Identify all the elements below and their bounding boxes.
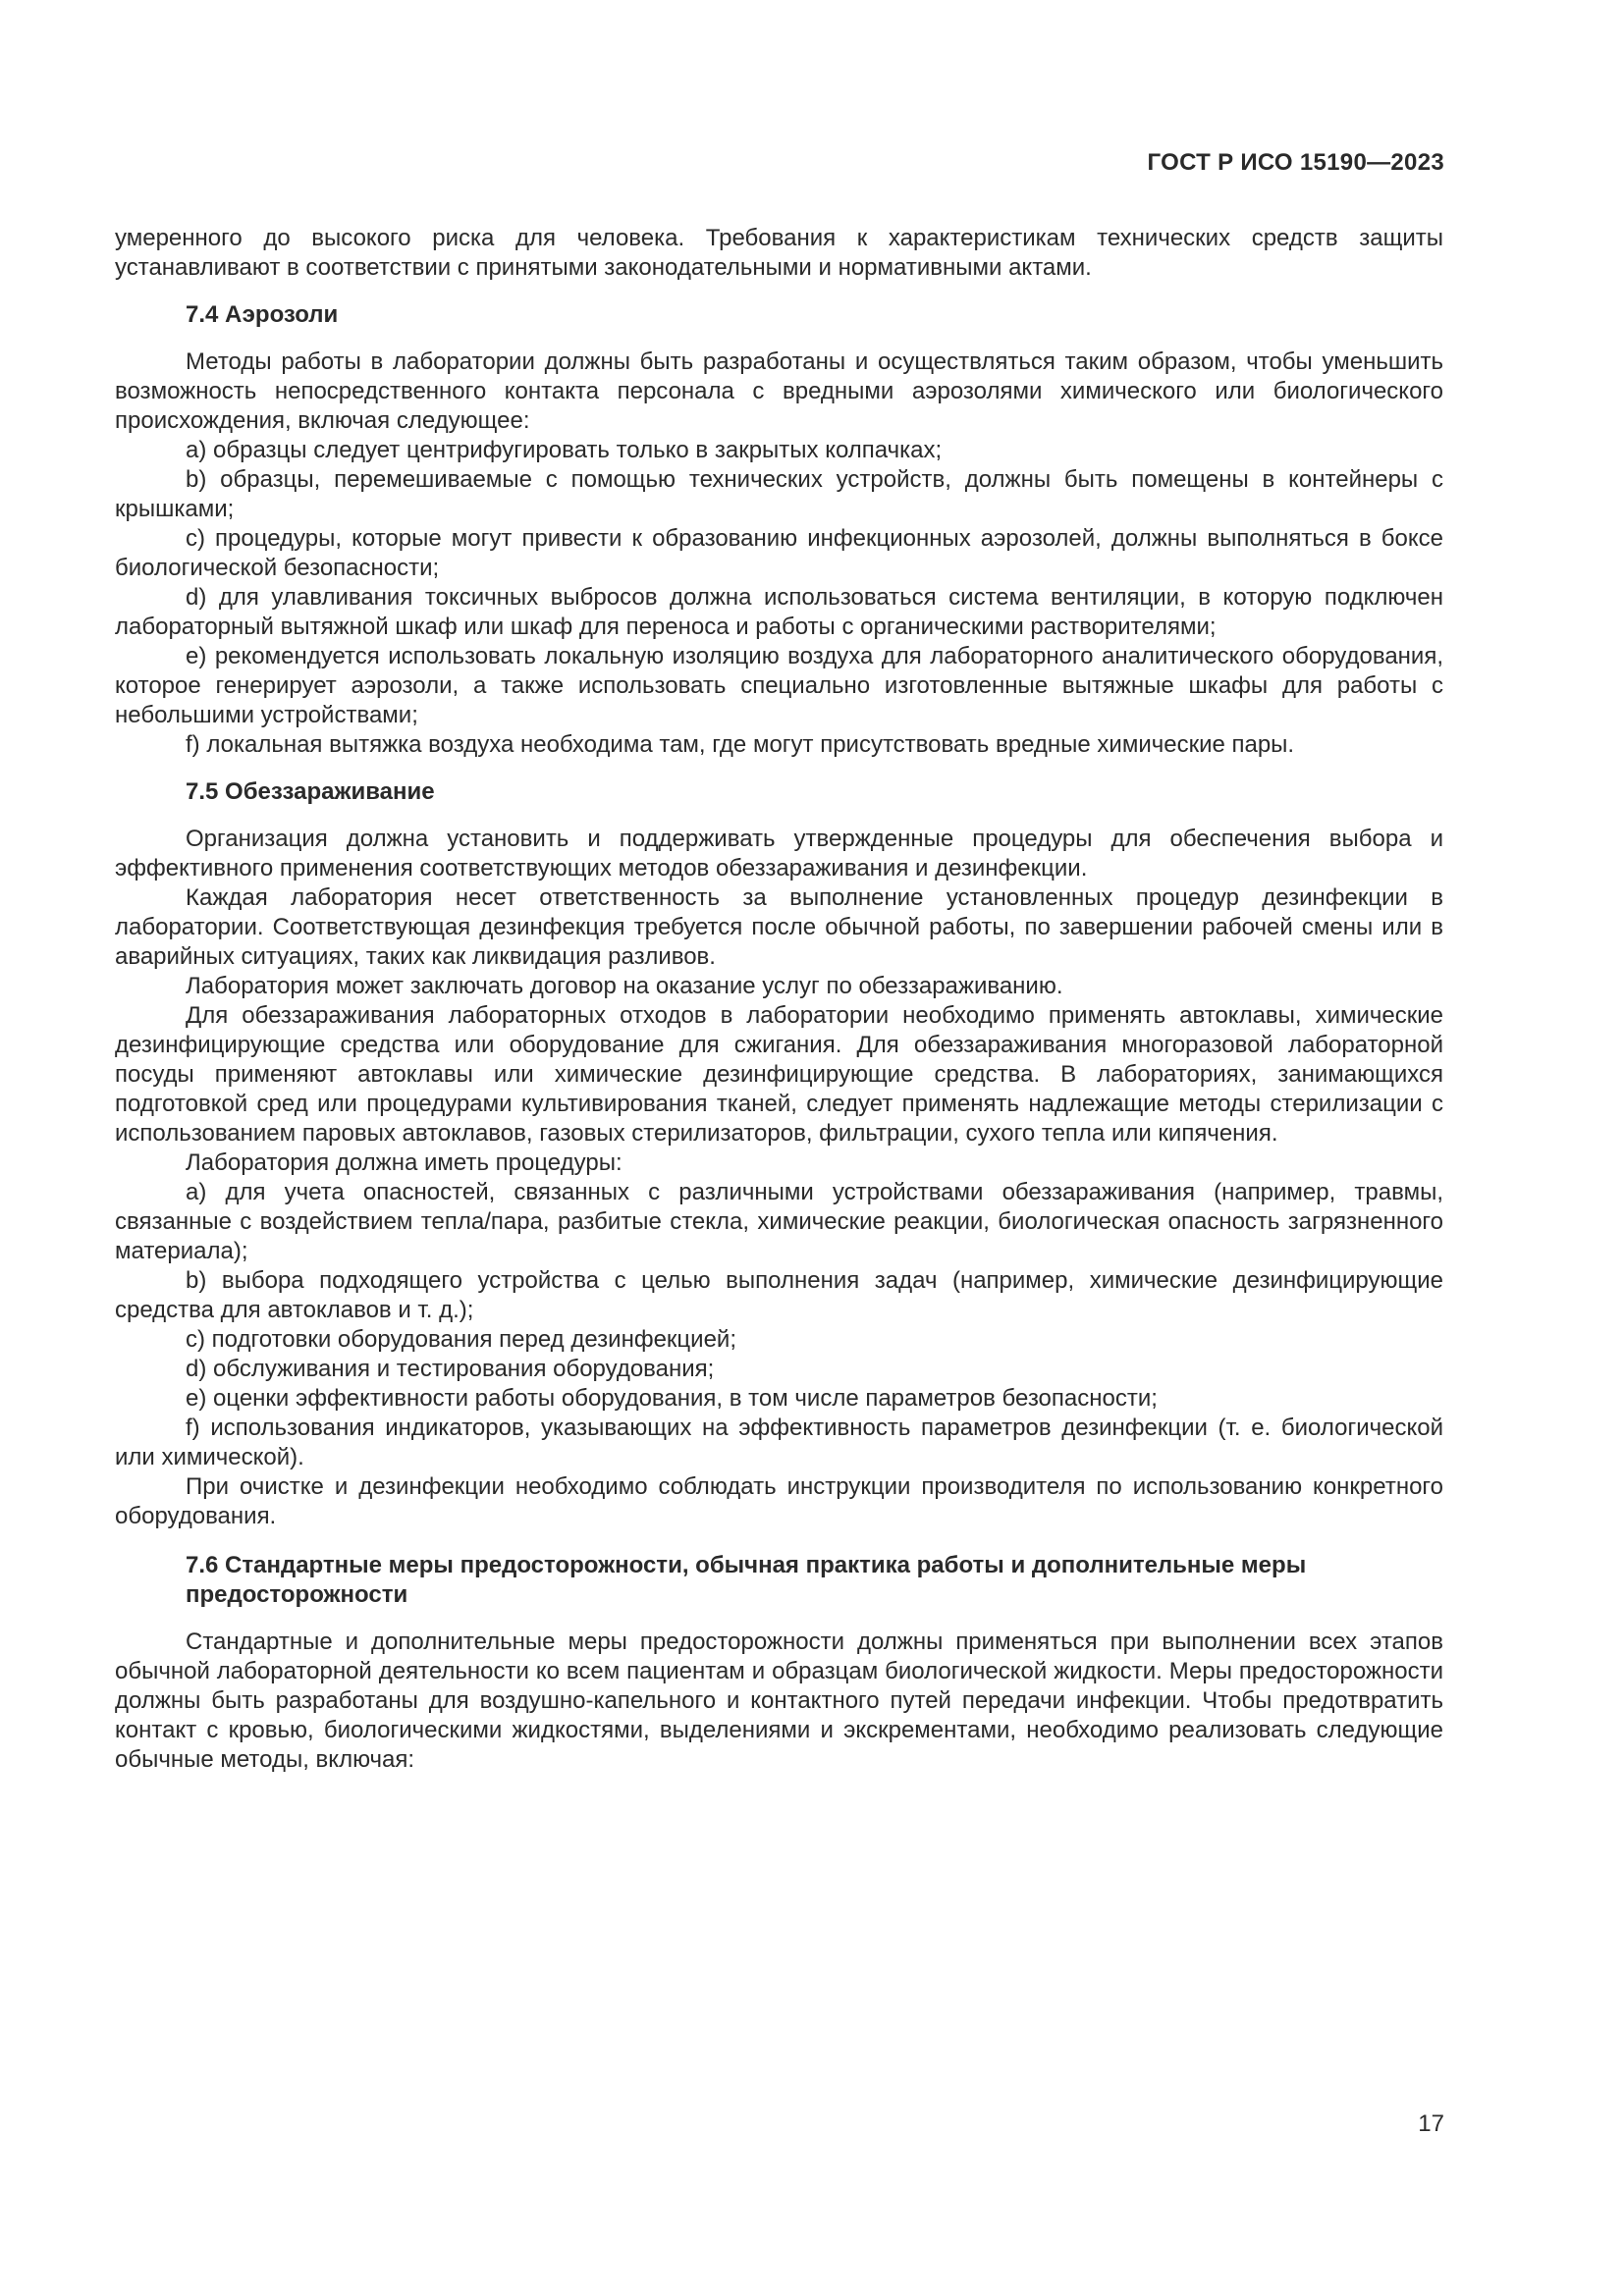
list-item: c) процедуры, которые могут привести к образованию инфекционных аэрозолей, должны выполняться в боксе биологической безопасности; bbox=[115, 525, 1443, 581]
list-item: d) для улавливания токсичных выбросов должна использоваться система вентиляции, в которую подключен лабораторный вытяжной шкаф или шкаф для переноса и работы с органическими растворителями; bbox=[115, 584, 1443, 640]
list-item: e) рекомендуется использовать локальную изоляцию воздуха для лабораторного аналитического оборудования, которое генерирует аэрозоли, а также использовать специально изготовленные вытяжные шкафы для работы с небольшими устройствами; bbox=[115, 643, 1443, 728]
list-item: b) выбора подходящего устройства с целью выполнения задач (например, химические дезинфицирующие средства для автоклавов и т. д.); bbox=[115, 1267, 1443, 1323]
page-number: 17 bbox=[1418, 2110, 1444, 2137]
section-7-6-heading: 7.6 Стандартные меры предосторожности, обычная практика работы и дополнительные меры предосторожности bbox=[186, 1552, 1307, 1608]
section-7-5-paragraph: Для обеззараживания лабораторных отходов в лаборатории необходимо применять автоклавы, химические дезинфицирующие средства или оборудование для сжигания. Для обеззараживания многоразовой лабораторной посуды применяют автоклавы или химические дезинфицирующие средства. В лабораториях, занимающихся подготовкой сред или процедурами культивирования тканей, следует применять надлежащие методы стерилизации с использованием паровых автоклавов, газовых стерилизаторов, фильтрации, сухого тепла или кипячения. bbox=[115, 1002, 1443, 1147]
section-7-5-paragraph: Лаборатория может заключать договор на оказание услуг по обеззараживанию. bbox=[186, 973, 1063, 999]
section-7-5-paragraph: Каждая лаборатория несет ответственность за выполнение установленных процедур дезинфекции в лаборатории. Соответствующая дезинфекция требуется после обычной работы, по завершении рабочей смены или в аварийных ситуациях, таких как ликвидация разливов. bbox=[115, 884, 1443, 970]
section-7-5-paragraph: Организация должна установить и поддерживать утвержденные процедуры для обеспечения выбора и эффективного применения соответствующих методов обеззараживания и дезинфекции. bbox=[115, 826, 1443, 881]
list-item: a) образцы следует центрифугировать только в закрытых колпачках; bbox=[186, 437, 943, 463]
section-7-6-paragraph: Стандартные и дополнительные меры предосторожности должны применяться при выполнении всех этапов обычной лабораторной деятельности ко всем пациентам и образцам биологической жидкости. Меры предосторожности должны быть разработаны для воздушно-капельного и контактного путей передачи инфекции. Чтобы предотвратить контакт с кровью, биологическими жидкостями, выделениями и экскрементами, необходимо реализовать следующие обычные методы, включая: bbox=[115, 1629, 1443, 1773]
list-item: f) использования индикаторов, указывающих на эффективность параметров дезинфекции (т. е. биологической или химической). bbox=[115, 1415, 1443, 1470]
page-body bbox=[115, 224, 1443, 1775]
list-item: a) для учета опасностей, связанных с различными устройствами обеззараживания (например, травмы, связанные с воздействием тепла/пара, разбитые стекла, химические реакции, биологическая опасность загрязненного материала); bbox=[115, 1179, 1443, 1264]
section-7-4-paragraph: Методы работы в лаборатории должны быть разработаны и осуществляться таким образом, чтобы уменьшить возможность непосредственного контакта персонала с вредными аэрозолями химического или биологического происхождения, включая следующее: bbox=[115, 348, 1443, 434]
list-item: e) оценки эффективности работы оборудования, в том числе параметров безопасности; bbox=[186, 1385, 1158, 1412]
section-7-5-paragraph: Лаборатория должна иметь процедуры: bbox=[186, 1149, 623, 1176]
section-7-5-heading: 7.5 Обеззараживание bbox=[186, 778, 435, 805]
document-code: ГОСТ Р ИСО 15190—2023 bbox=[1147, 149, 1444, 176]
section-7-4-heading: 7.4 Аэрозоли bbox=[186, 301, 339, 328]
intro-paragraph: умеренного до высокого риска для человека. Требования к характеристикам технических средств защиты устанавливают в соответствии с принятыми законодательными и нормативными актами. bbox=[115, 225, 1443, 281]
list-item: c) подготовки оборудования перед дезинфекцией; bbox=[186, 1326, 736, 1353]
section-7-5-paragraph: При очистке и дезинфекции необходимо соблюдать инструкции производителя по использованию конкретного оборудования. bbox=[115, 1473, 1443, 1529]
list-item: f) локальная вытяжка воздуха необходима там, где могут присутствовать вредные химические пары. bbox=[186, 731, 1295, 758]
list-item: b) образцы, перемешиваемые с помощью технических устройств, должны быть помещены в контейнеры с крышками; bbox=[115, 466, 1443, 522]
list-item: d) обслуживания и тестирования оборудования; bbox=[186, 1356, 715, 1382]
